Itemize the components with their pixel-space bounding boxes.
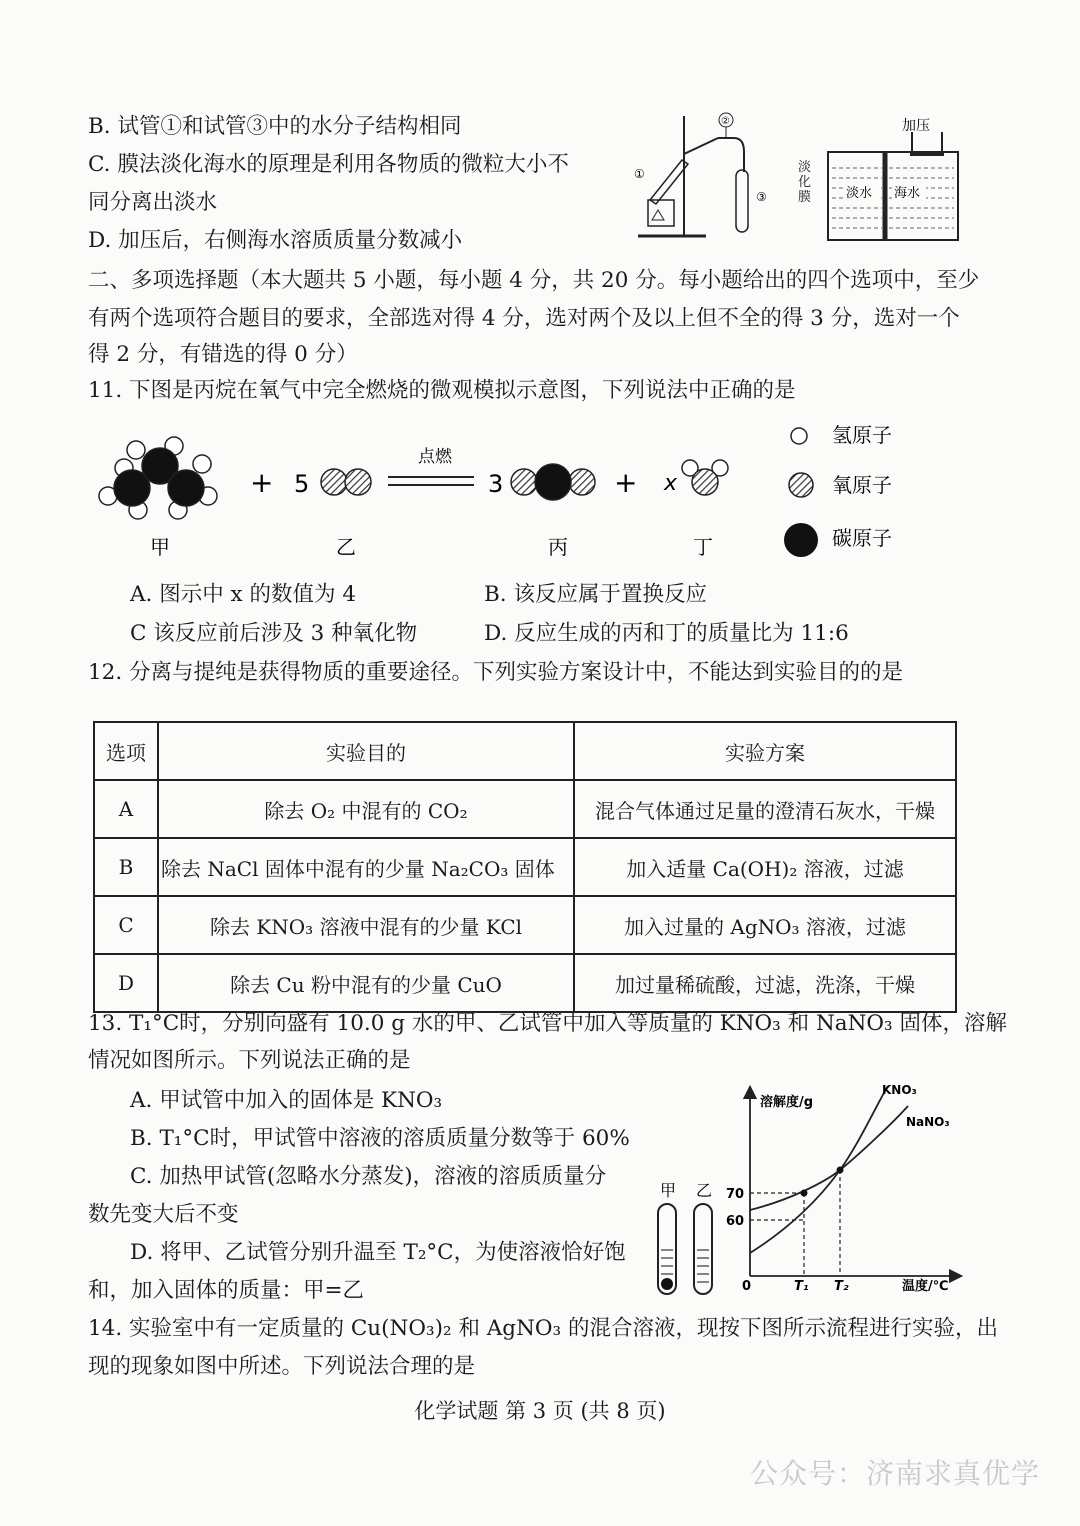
- q13-stem-line1: 13. T₁°C时，分别向盛有 10.0 g 水的甲、乙试管中加入等质量的 KNO₃ 和 NaNO₃ 固体，溶解: [88, 1011, 1007, 1036]
- q14-stem-line1: 14. 实验室中有一定质量的 Cu(NO₃)₂ 和 AgNO₃ 的混合溶液，现按下图所示流程进行实验，出: [88, 1316, 998, 1341]
- fresh-water-label: 淡水: [846, 186, 873, 201]
- combustion-reaction-figure: [88, 418, 1048, 568]
- solubility-curve-chart: [726, 1078, 970, 1300]
- q10-option-d: D. 加压后，右侧海水溶质质量分数减小: [88, 228, 463, 253]
- q13-option-c-line2: 数先变大后不变: [88, 1202, 239, 1227]
- label-ding: 丁: [693, 535, 713, 559]
- row-a-purpose: 除去 O₂ 中混有的 CO₂: [158, 780, 574, 838]
- watermark: 公众号：济南求真优学: [749, 1457, 1040, 1490]
- table-header-row: [94, 722, 956, 780]
- q11-option-b: B. 该反应属于置换反应: [484, 582, 707, 607]
- table-row: [94, 780, 956, 838]
- x-axis-label: 温度/℃: [902, 1279, 949, 1294]
- coef-ding: x: [664, 471, 678, 496]
- q10-option-b: B. 试管①和试管③中的水分子结构相同: [88, 114, 462, 139]
- membrane-desalination-figure: [792, 112, 964, 244]
- xtick-t1: T₁: [794, 1279, 809, 1294]
- q14-stem-line2: 现的现象如图中所述。下列说法合理的是: [88, 1354, 476, 1379]
- pressure-label: 加压: [902, 118, 930, 134]
- label-yi: 乙: [336, 535, 356, 559]
- row-d-purpose: 除去 Cu 粉中混有的少量 CuO: [158, 954, 574, 1012]
- q11-option-d: D. 反应生成的丙和丁的质量比为 11:6: [484, 621, 849, 646]
- ytick-70: 70: [726, 1187, 745, 1202]
- label-tube-1: ①: [634, 167, 645, 181]
- q13-option-d-line2: 和，加入固体的质量：甲=乙: [88, 1278, 365, 1303]
- legend-hydrogen: 氢原子: [832, 423, 892, 447]
- water-molecule: [682, 460, 728, 495]
- row-c-purpose: 除去 KNO₃ 溶液中混有的少量 KCl: [158, 896, 574, 954]
- propane-molecule: [99, 437, 217, 519]
- legend-oxygen: 氧原子: [832, 473, 892, 497]
- row-b-plan: 加入适量 Ca(OH)₂ 溶液，过滤: [574, 838, 956, 896]
- row-a-option: A: [94, 780, 158, 838]
- carbon-atom-legend: [784, 523, 818, 557]
- section2-line3: 得 2 分，有错选的得 0 分）: [88, 342, 358, 367]
- series-nano3-curve: [750, 1106, 908, 1210]
- sea-water-label: 海水: [894, 186, 921, 201]
- section2-line2: 有两个选项符合题目的要求，全部选对得 4 分，选对两个及以上但不全的得 3 分，选对一个: [88, 306, 960, 331]
- tube-jia-label: 甲: [660, 1181, 677, 1200]
- q11-stem: 11. 下图是丙烷在氧气中完全燃烧的微观模拟示意图，下列说法中正确的是: [88, 378, 796, 403]
- ytick-60: 60: [726, 1214, 745, 1229]
- q13-stem-line2: 情况如图所示。下列说法正确的是: [88, 1048, 411, 1073]
- q13-option-d-line1: D. 将甲、乙试管分别升温至 T₂°C，为使溶液恰好饱: [130, 1240, 626, 1265]
- q11-option-a: A. 图示中 x 的数值为 4: [130, 582, 357, 607]
- table-row: [94, 954, 956, 1012]
- test-tubes-figure: [650, 1178, 730, 1298]
- row-b-purpose: 除去 NaCl 固体中混有的少量 Na₂CO₃ 固体: [158, 838, 574, 896]
- row-c-plan: 加入过量的 AgNO₃ 溶液，过滤: [574, 896, 956, 954]
- reaction-condition: 点燃: [418, 447, 452, 467]
- q13-option-a: A. 甲试管中加入的固体是 KNO₃: [130, 1088, 443, 1113]
- row-c-option: C: [94, 896, 158, 954]
- q12-table: [93, 721, 957, 1013]
- table-row: [94, 896, 956, 954]
- label-tube-3: ③: [756, 190, 767, 204]
- plus-sign-1: +: [250, 466, 274, 499]
- row-d-option: D: [94, 954, 158, 1012]
- q11-option-c: C 该反应前后涉及 3 种氧化物: [130, 621, 418, 646]
- tube-yi-label: 乙: [696, 1181, 713, 1200]
- series-kno3-curve: [750, 1086, 888, 1253]
- q13-option-c-line1: C. 加热甲试管(忽略水分蒸发)，溶液的溶质质量分: [130, 1164, 607, 1189]
- label-jia: 甲: [150, 535, 170, 559]
- label-tube-2: ②: [721, 116, 730, 127]
- q10-option-c-line1: C. 膜法淡化海水的原理是利用各物质的微粒大小不: [88, 152, 569, 177]
- oxygen-molecule: [321, 469, 371, 495]
- xtick-t2: T₂: [834, 1279, 849, 1294]
- plus-sign-2: +: [614, 466, 638, 499]
- point-intersection: [837, 1167, 844, 1174]
- point-t1-70: [801, 1190, 808, 1197]
- co2-molecule: [511, 464, 595, 500]
- header-plan: 实验方案: [574, 722, 956, 780]
- section2-line1: 二、多项选择题（本大题共 5 小题，每小题 4 分，共 20 分。每小题给出的四个选项中，至少: [88, 268, 980, 293]
- oxygen-atom-legend: [789, 473, 813, 497]
- y-axis-label: 溶解度/g: [760, 1095, 814, 1110]
- membrane-label: 淡化膜: [798, 160, 812, 205]
- table-row: [94, 838, 956, 896]
- row-a-plan: 混合气体通过足量的澄清石灰水，干燥: [574, 780, 956, 838]
- origin-label: 0: [742, 1279, 752, 1294]
- row-d-plan: 加过量稀硫酸，过滤，洗涤，干燥: [574, 954, 956, 1012]
- page-footer: 化学试题 第 3 页 (共 8 页): [414, 1399, 666, 1423]
- coef-bing: 3: [488, 470, 504, 498]
- header-option: 选项: [94, 722, 158, 780]
- coef-yi: 5: [294, 470, 310, 498]
- q10-option-c-line2: 同分离出淡水: [88, 190, 218, 215]
- label-bing: 丙: [548, 535, 568, 559]
- series-kno3-label: KNO₃: [882, 1083, 917, 1097]
- legend-carbon: 碳原子: [832, 526, 892, 550]
- hydrogen-atom-legend: [791, 428, 807, 444]
- distillation-apparatus-figure: [628, 108, 778, 243]
- header-purpose: 实验目的: [158, 722, 574, 780]
- q13-option-b: B. T₁°C时，甲试管中溶液的溶质质量分数等于 60%: [130, 1126, 630, 1151]
- row-b-option: B: [94, 838, 158, 896]
- series-nano3-label: NaNO₃: [906, 1115, 950, 1129]
- q12-stem: 12. 分离与提纯是获得物质的重要途径。下列实验方案设计中，不能达到实验目的的是: [88, 660, 904, 685]
